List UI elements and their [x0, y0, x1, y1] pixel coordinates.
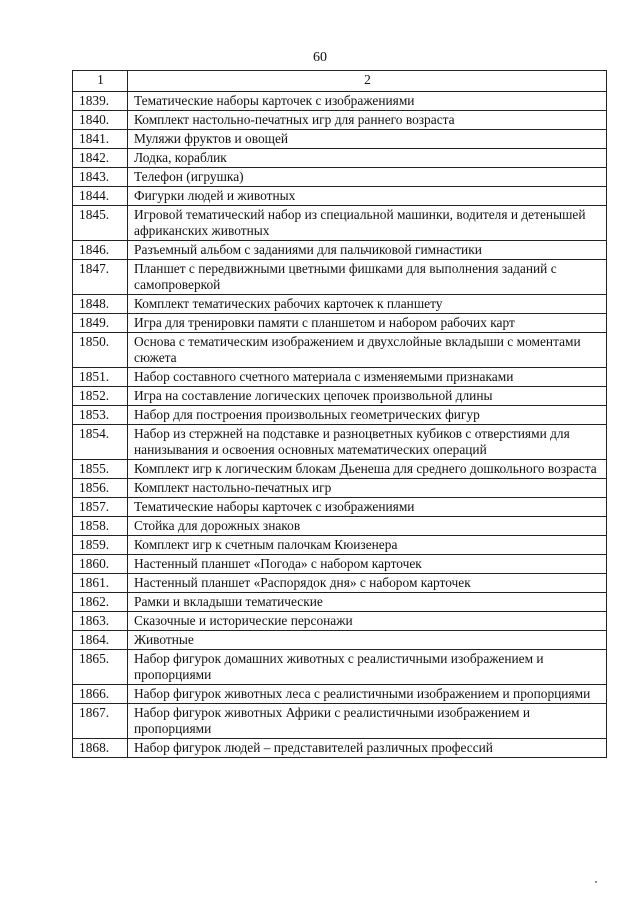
item-name: Набор из стержней на подставке и разноцветных кубиков с отверстиями для нанизывания и освоения основных математических операций	[128, 425, 607, 460]
table-row	[73, 387, 607, 406]
item-name: Животные	[128, 631, 607, 650]
row-number: 1850.	[73, 333, 128, 368]
table-row	[73, 111, 607, 130]
row-number: 1847.	[73, 260, 128, 295]
table-row	[73, 295, 607, 314]
table-body	[73, 71, 607, 758]
item-name: Планшет с передвижными цветными фишками для выполнения заданий с самопроверкой	[128, 260, 607, 295]
item-name: Комплект тематических рабочих карточек к планшету	[128, 295, 607, 314]
row-number: 1846.	[73, 241, 128, 260]
item-name: Настенный планшет «Погода» с набором карточек	[128, 555, 607, 574]
item-name: Игровой тематический набор из специальной машинки, водителя и детенышей африканских животных	[128, 206, 607, 241]
table-row	[73, 593, 607, 612]
row-number: 1851.	[73, 368, 128, 387]
item-name: Лодка, кораблик	[128, 149, 607, 168]
row-number: 1857.	[73, 498, 128, 517]
table-row	[73, 555, 607, 574]
item-name: Набор для построения произвольных геометрических фигур	[128, 406, 607, 425]
row-number: 1840.	[73, 111, 128, 130]
item-name: Разъемный альбом с заданиями для пальчиковой гимнастики	[128, 241, 607, 260]
item-name: Основа с тематическим изображением и двухслойные вкладыши с моментами сюжета	[128, 333, 607, 368]
item-name: Игра на составление логических цепочек произвольной длины	[128, 387, 607, 406]
row-number: 1862.	[73, 593, 128, 612]
row-number: 1866.	[73, 685, 128, 704]
item-name: Фигурки людей и животных	[128, 187, 607, 206]
item-name: Комплект настольно-печатных игр	[128, 479, 607, 498]
item-name: Муляжи фруктов и овощей	[128, 130, 607, 149]
page-number: 60	[313, 50, 327, 65]
item-name: Игра для тренировки памяти с планшетом и набором рабочих карт	[128, 314, 607, 333]
table-row	[73, 536, 607, 555]
item-name: Набор фигурок животных леса с реалистичными изображением и пропорциями	[128, 685, 607, 704]
table-row	[73, 460, 607, 479]
table-row	[73, 206, 607, 241]
table-row	[73, 168, 607, 187]
row-number: 1842.	[73, 149, 128, 168]
item-name: Набор фигурок людей – представителей различных профессий	[128, 739, 607, 758]
table-row	[73, 612, 607, 631]
item-name: Комплект настольно-печатных игр для раннего возраста	[128, 111, 607, 130]
table-row	[73, 517, 607, 536]
table-row	[73, 260, 607, 295]
row-number: 1849.	[73, 314, 128, 333]
row-number: 1843.	[73, 168, 128, 187]
item-name: Набор составного счетного материала с изменяемыми признаками	[128, 368, 607, 387]
table-row	[73, 574, 607, 593]
row-number: 1848.	[73, 295, 128, 314]
table-row	[73, 241, 607, 260]
table-row	[73, 631, 607, 650]
table-row	[73, 685, 607, 704]
row-number: 1841.	[73, 130, 128, 149]
row-number: 1863.	[73, 612, 128, 631]
table-row	[73, 650, 607, 685]
row-number: 1844.	[73, 187, 128, 206]
item-name: Рамки и вкладыши тематические	[128, 593, 607, 612]
item-name: Стойка для дорожных знаков	[128, 517, 607, 536]
item-name: Комплект игр к логическим блокам Дьенеша для среднего дошкольного возраста	[128, 460, 607, 479]
item-name: Тематические наборы карточек с изображениями	[128, 498, 607, 517]
item-name: Настенный планшет «Распорядок дня» с набором карточек	[128, 574, 607, 593]
row-number: 1860.	[73, 555, 128, 574]
table-row	[73, 479, 607, 498]
item-name: Сказочные и исторические персонажи	[128, 612, 607, 631]
table-header-row	[73, 71, 607, 92]
row-number: 1856.	[73, 479, 128, 498]
column-header-number: 1	[73, 71, 128, 92]
table-row	[73, 333, 607, 368]
table-row	[73, 704, 607, 739]
row-number: 1864.	[73, 631, 128, 650]
row-number: 1839.	[73, 92, 128, 111]
column-header-name: 2	[128, 71, 607, 92]
row-number: 1845.	[73, 206, 128, 241]
row-number: 1852.	[73, 387, 128, 406]
item-name: Телефон (игрушка)	[128, 168, 607, 187]
table-row	[73, 498, 607, 517]
table-row	[73, 149, 607, 168]
item-name: Тематические наборы карточек с изображениями	[128, 92, 607, 111]
item-name: Набор фигурок животных Африки с реалистичными изображением и пропорциями	[128, 704, 607, 739]
table-row	[73, 406, 607, 425]
table-row	[73, 314, 607, 333]
row-number: 1867.	[73, 704, 128, 739]
row-number: 1854.	[73, 425, 128, 460]
table-row	[73, 130, 607, 149]
table-row	[73, 92, 607, 111]
table-row	[73, 739, 607, 758]
row-number: 1868.	[73, 739, 128, 758]
item-name: Комплект игр к счетным палочкам Кюизенера	[128, 536, 607, 555]
equipment-table	[72, 70, 607, 758]
row-number: 1858.	[73, 517, 128, 536]
table-row	[73, 187, 607, 206]
item-name: Набор фигурок домашних животных с реалистичными изображением и пропорциями	[128, 650, 607, 685]
table-row	[73, 368, 607, 387]
row-number: 1855.	[73, 460, 128, 479]
row-number: 1861.	[73, 574, 128, 593]
scan-speck	[595, 881, 597, 883]
row-number: 1853.	[73, 406, 128, 425]
row-number: 1865.	[73, 650, 128, 685]
table-row	[73, 425, 607, 460]
row-number: 1859.	[73, 536, 128, 555]
